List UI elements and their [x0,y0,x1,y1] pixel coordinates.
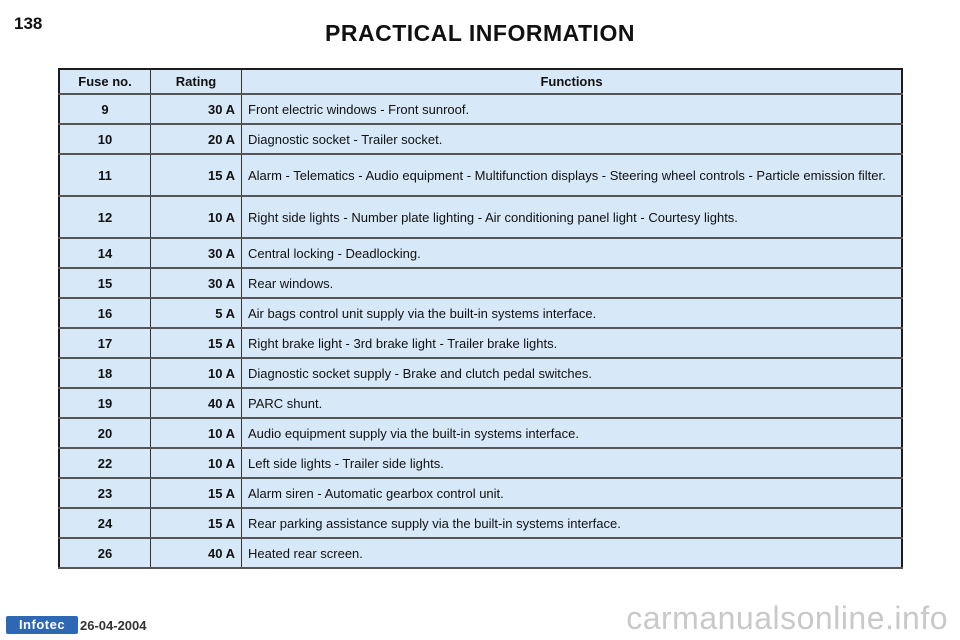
fuse-number: 9 [59,94,151,124]
fuse-function: Central locking - Deadlocking. [242,238,903,268]
fuse-number: 26 [59,538,151,568]
fuse-rating: 30 A [151,238,242,268]
fuse-function: Audio equipment supply via the built-in systems interface. [242,418,903,448]
table-row [59,358,902,388]
fuse-rating: 10 A [151,196,242,238]
page-title: PRACTICAL INFORMATION [325,20,635,46]
fuse-function: Diagnostic socket - Trailer socket. [242,124,903,154]
page-number: 138 [14,14,43,33]
fuse-table [58,68,903,569]
watermark: carmanualsonline.info [626,600,948,636]
fuse-rating: 30 A [151,268,242,298]
fuse-number: 20 [59,418,151,448]
fuse-function: Alarm - Telematics - Audio equipment - Multifunction displays - Steering wheel controls - Particle emission filter. [242,154,903,196]
table-row [59,298,902,328]
infotec-logo: Infotec [6,616,78,634]
fuse-rating: 15 A [151,478,242,508]
fuse-function: Rear windows. [242,268,903,298]
fuse-number: 19 [59,388,151,418]
table-row [59,328,902,358]
header-functions: Functions [242,69,903,94]
fuse-rating: 40 A [151,538,242,568]
fuse-rating: 30 A [151,94,242,124]
fuse-number: 16 [59,298,151,328]
table-row [59,478,902,508]
fuse-function: Alarm siren - Automatic gearbox control unit. [242,478,903,508]
table-row [59,94,902,124]
fuse-number: 24 [59,508,151,538]
fuse-rating: 20 A [151,124,242,154]
table-row [59,238,902,268]
fuse-rating: 10 A [151,448,242,478]
fuse-function: Air bags control unit supply via the built-in systems interface. [242,298,903,328]
fuse-number: 23 [59,478,151,508]
fuse-function: Rear parking assistance supply via the built-in systems interface. [242,508,903,538]
table-row [59,418,902,448]
fuse-function: PARC shunt. [242,388,903,418]
table-row [59,448,902,478]
table-row [59,154,902,196]
fuse-function: Right side lights - Number plate lighting - Air conditioning panel light - Courtesy lights. [242,196,903,238]
fuse-number: 11 [59,154,151,196]
fuse-number: 15 [59,268,151,298]
fuse-number: 18 [59,358,151,388]
fuse-rating: 10 A [151,418,242,448]
fuse-rating: 15 A [151,154,242,196]
fuse-number: 14 [59,238,151,268]
fuse-function: Heated rear screen. [242,538,903,568]
footer-date: 26-04-2004 [80,618,147,633]
table-row [59,508,902,538]
fuse-function: Front electric windows - Front sunroof. [242,94,903,124]
fuse-rating: 15 A [151,328,242,358]
table-row [59,388,902,418]
fuse-function: Right brake light - 3rd brake light - Trailer brake lights. [242,328,903,358]
table-row [59,196,902,238]
fuse-number: 17 [59,328,151,358]
fuse-number: 12 [59,196,151,238]
header-rating: Rating [151,69,242,94]
table-header-row [59,69,902,94]
fuse-number: 22 [59,448,151,478]
fuse-rating: 10 A [151,358,242,388]
fuse-function: Left side lights - Trailer side lights. [242,448,903,478]
table-row [59,538,902,568]
table-row [59,124,902,154]
fuse-rating: 5 A [151,298,242,328]
fuse-function: Diagnostic socket supply - Brake and clutch pedal switches. [242,358,903,388]
fuse-number: 10 [59,124,151,154]
table-row [59,268,902,298]
fuse-rating: 40 A [151,388,242,418]
fuse-rating: 15 A [151,508,242,538]
header-fuse-no: Fuse no. [59,69,151,94]
